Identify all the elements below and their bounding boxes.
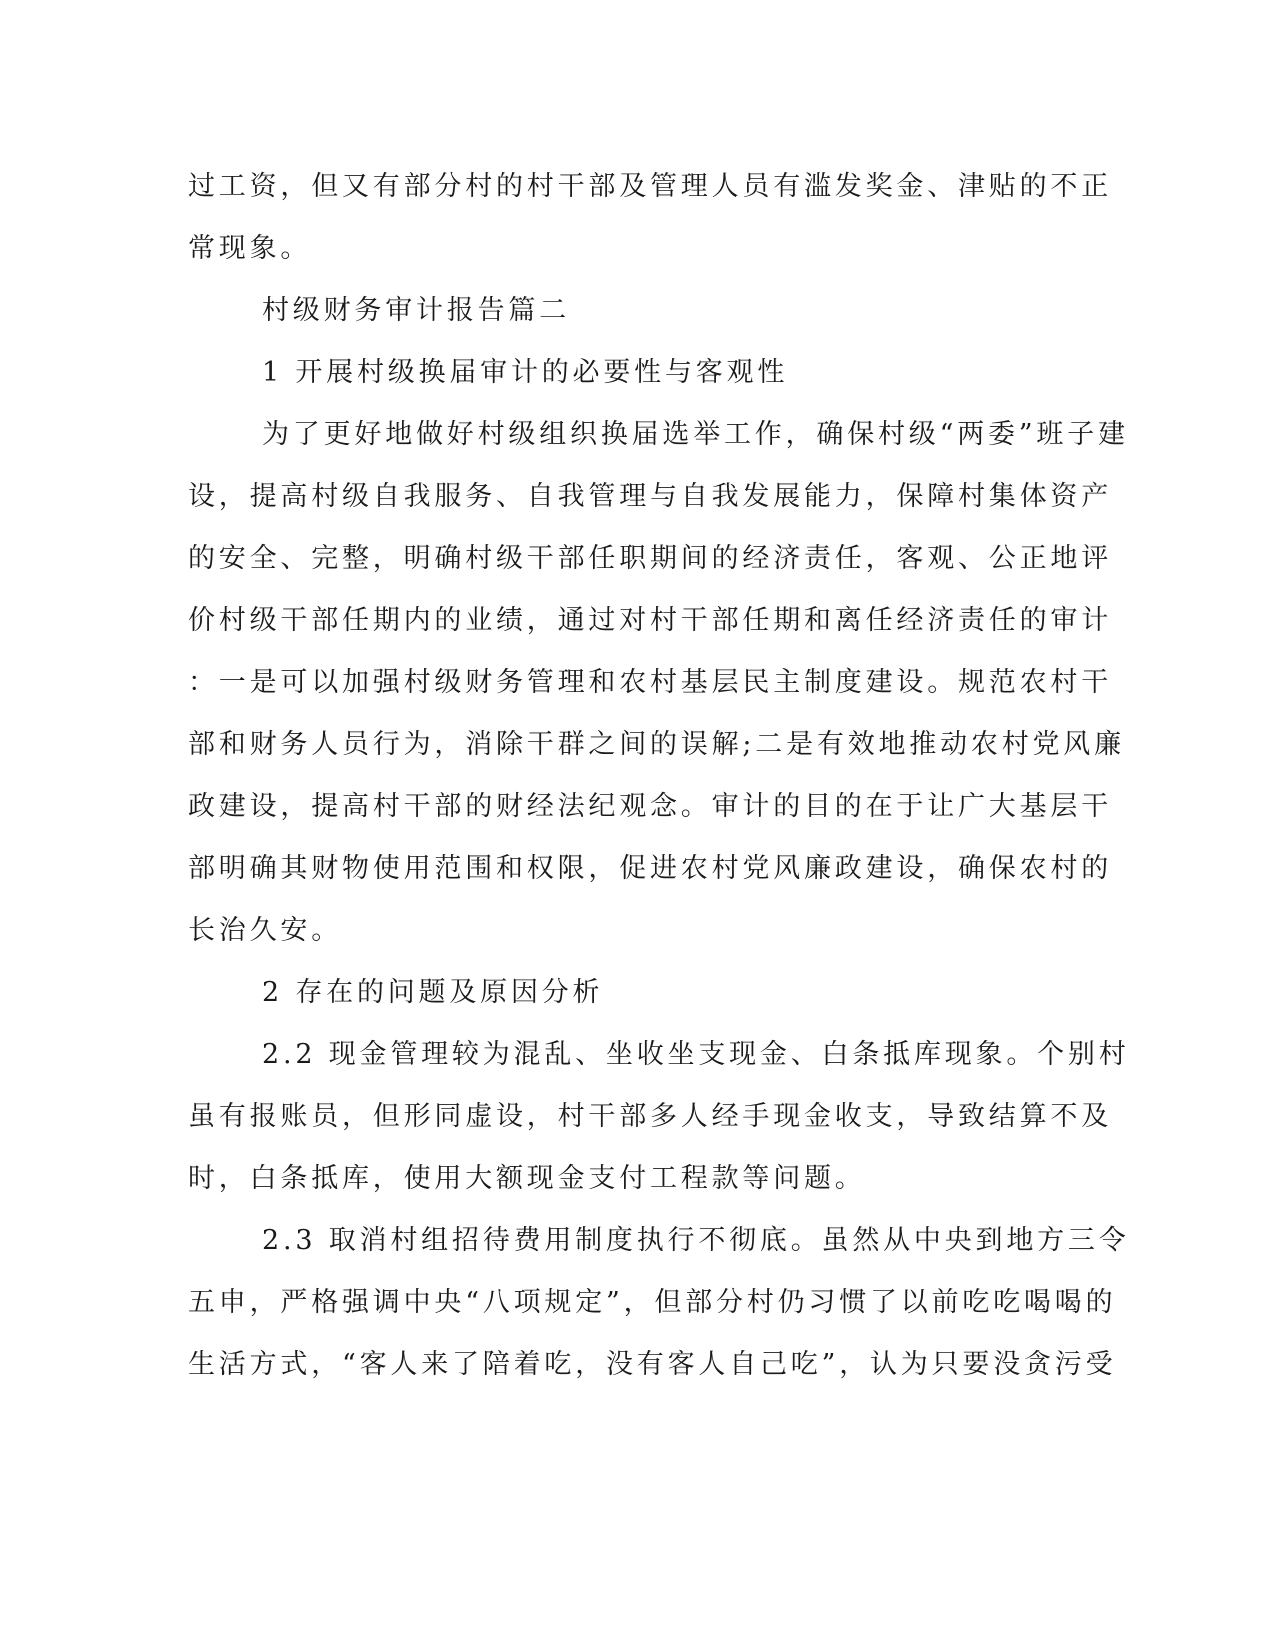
text-line: 设，提高村级自我服务、自我管理与自我发展能力，保障村集体资产 — [188, 481, 1112, 512]
section-heading: 村级财务审计报告篇二 — [262, 295, 570, 326]
text-line: 的安全、完整，明确村级干部任职期间的经济责任，客观、公正地评 — [188, 543, 1112, 574]
text-line: 生活方式，“客人来了陪着吃，没有客人自己吃”，认为只要没贪污受 — [188, 1349, 1117, 1380]
document-body — [188, 156, 1130, 1396]
text-line: 政建设，提高村干部的财经法纪观念。审计的目的在于让广大基层干 — [188, 791, 1112, 822]
text-line: 长治久安。 — [188, 915, 342, 946]
text-line: 虽有报账员，但形同虚设，村干部多人经手现金收支，导致结算不及 — [188, 1101, 1112, 1132]
text-line: 为了更好地做好村级组织换届选举工作，确保村级“两委”班子建 — [262, 419, 1129, 450]
text-line: 时，白条抵库，使用大额现金支付工程款等问题。 — [188, 1163, 866, 1194]
text-line: ：一是可以加强村级财务管理和农村基层民主制度建设。规范农村干 — [188, 667, 1112, 698]
section-heading: 2 存在的问题及原因分析 — [262, 977, 604, 1008]
text-line: 部明确其财物使用范围和权限，促进农村党风廉政建设，确保农村的 — [188, 853, 1112, 884]
text-line: 五申，严格强调中央“八项规定”，但部分村仍习惯了以前吃吃喝喝的 — [188, 1287, 1117, 1318]
text-line: 2.3 取消村组招待费用制度执行不彻底。虽然从中央到地方三令 — [262, 1225, 1130, 1256]
text-line: 2.2 现金管理较为混乱、坐收坐支现金、白条抵库现象。个别村 — [262, 1039, 1130, 1070]
section-heading: 1 开展村级换届审计的必要性与客观性 — [262, 357, 789, 388]
text-line: 价村级干部任期内的业绩，通过对村干部任期和离任经济责任的审计 — [188, 605, 1112, 636]
text-line: 过工资，但又有部分村的村干部及管理人员有滥发奖金、津贴的不正 — [188, 171, 1112, 202]
text-line: 常现象。 — [188, 233, 312, 264]
text-line: 部和财务人员行为，消除干群之间的误解;二是有效地推动农村党风廉 — [188, 729, 1125, 760]
